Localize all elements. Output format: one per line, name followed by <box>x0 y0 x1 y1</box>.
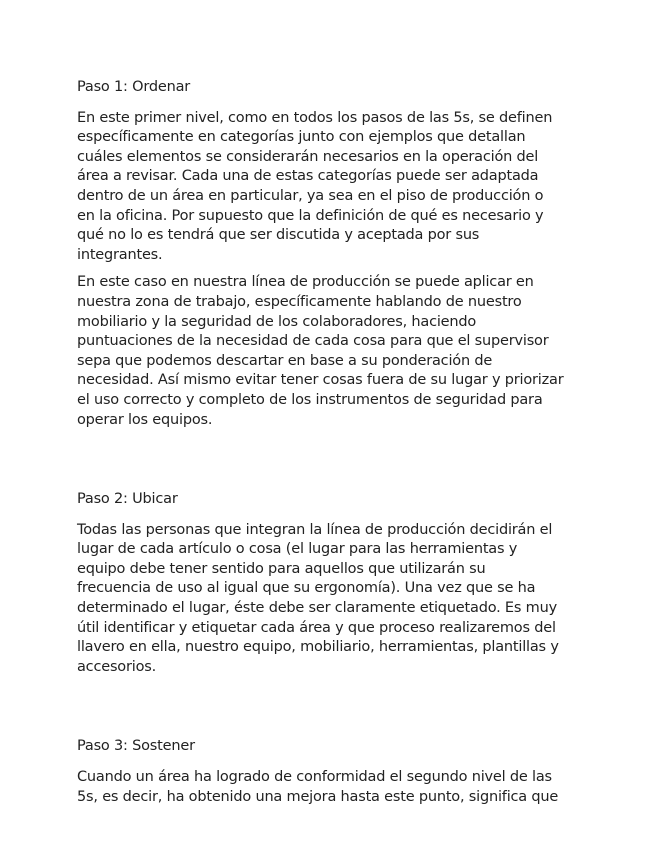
text-line: mobiliario y la seguridad de los colaboradores, haciendo <box>77 313 477 330</box>
section-spacer <box>77 438 582 476</box>
text-line: 5s, es decir, ha obtenido una mejora hasta este punto, significa que <box>77 788 559 805</box>
text-line: área a revisar. Cada una de estas categorías puede ser adaptada <box>77 168 539 185</box>
text-line: Cuando un área ha logrado de conformidad el segundo nivel de las <box>77 769 552 786</box>
section-heading: Paso 1: Ordenar <box>77 79 191 95</box>
text-line: determinado el lugar, éste debe ser claramente etiquetado. Es muy <box>77 600 557 617</box>
text-line: necesidad. Así mismo evitar tener cosas fuera de su lugar y priorizar <box>77 372 564 389</box>
section-paso-2 <box>77 490 582 677</box>
text-line: llavero en ella, nuestro equipo, mobiliario, herramientas, plantillas y <box>77 639 559 656</box>
paragraph <box>77 273 582 430</box>
text-line: Todas las personas que integran la línea de producción decidirán el <box>77 521 553 538</box>
text-line: puntuaciones de la necesidad de cada cosa para que el supervisor <box>77 333 549 350</box>
section-paso-1 <box>77 78 582 430</box>
text-line: dentro de un área en particular, ya sea en el piso de producción o <box>77 187 544 204</box>
text-line: frecuencia de uso al igual que su ergonomía). Una vez que se ha <box>77 580 536 597</box>
section-paso-3 <box>77 737 582 807</box>
text-line: equipo debe tener sentido para aquellos que utilizarán su <box>77 560 486 577</box>
paragraph <box>77 521 582 678</box>
text-line: operar los equipos. <box>77 411 213 428</box>
text-line: En este primer nivel, como en todos los pasos de las 5s, se definen <box>77 109 553 126</box>
paragraph <box>77 768 582 807</box>
text-line: qué no lo es tendrá que ser discutida y aceptada por sus <box>77 227 480 244</box>
section-spacer <box>77 685 582 723</box>
text-line: específicamente en categorías junto con ejemplos que detallan <box>77 129 526 146</box>
text-line: cuáles elementos se considerarán necesarios en la operación del <box>77 148 539 165</box>
text-line: útil identificar y etiquetar cada área y que proceso realizaremos del <box>77 619 556 636</box>
section-heading: Paso 3: Sostener <box>77 738 195 755</box>
text-line: en la oficina. Por supuesto que la definición de qué es necesario y <box>77 207 544 224</box>
text-line: nuestra zona de trabajo, específicamente hablando de nuestro <box>77 293 522 310</box>
text-line: el uso correcto y completo de los instrumentos de seguridad para <box>77 391 543 408</box>
document-page <box>77 62 582 815</box>
section-heading: Paso 2: Ubicar <box>77 491 178 508</box>
text-line: lugar de cada artículo o cosa (el lugar para las herramientas y <box>77 541 518 558</box>
text-line: sepa que podemos descartar en base a su ponderación de <box>77 352 493 369</box>
paragraph <box>77 109 582 266</box>
text-line: integrantes. <box>77 246 163 263</box>
text-line: En este caso en nuestra línea de producción se puede aplicar en <box>77 274 534 291</box>
text-line: accesorios. <box>77 658 157 675</box>
